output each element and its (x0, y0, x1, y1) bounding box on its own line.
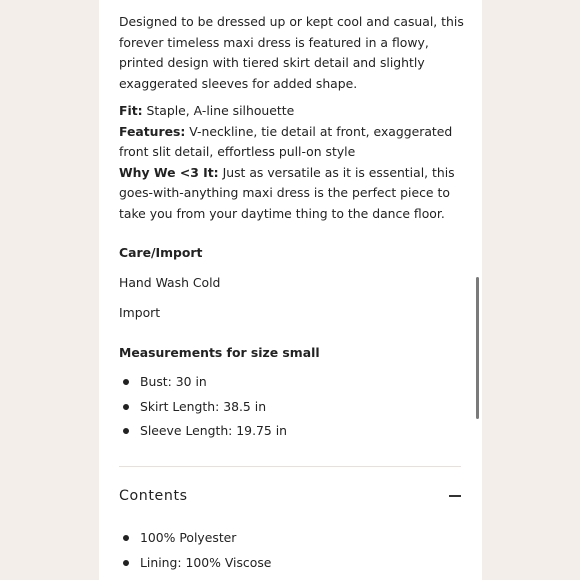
care-heading: Care/Import (119, 245, 203, 260)
features-label: Features: (119, 123, 186, 139)
contents-material: 100% Polyester (140, 530, 237, 545)
measurement-skirt-length: Skirt Length: 38.5 in (140, 398, 267, 414)
bullet-icon (123, 428, 129, 434)
description-intro: Designed to be dressed up or kept cool and casual, this forever timeless maxi dress is featured in a flowy, printed design with tiered skirt detail and slightly exaggerated sleeves for added shape. (119, 14, 464, 91)
contents-list (119, 528, 459, 577)
contents-title: Contents (119, 488, 188, 504)
why-value: Just as versatile as it is essential, this goes-with-anything maxi dress is the perfect piece to take you from your daytime thing to the dance floor. (119, 164, 455, 221)
bullet-icon (123, 560, 129, 566)
contents-accordion-header[interactable] (119, 484, 461, 508)
fit-line (119, 101, 464, 122)
bullet-icon (123, 535, 129, 541)
features-line (119, 122, 464, 163)
care-origin: Import (119, 305, 161, 320)
scrollbar-thumb[interactable] (476, 277, 479, 419)
measurements-list (119, 372, 464, 446)
measurements-heading: Measurements for size small (119, 344, 320, 360)
measurement-sleeve-length: Sleeve Length: 19.75 in (140, 423, 288, 438)
product-details-panel (99, 0, 482, 580)
product-description (119, 12, 464, 446)
contents-panel (119, 528, 459, 577)
list-item (119, 553, 459, 578)
list-item (119, 397, 464, 422)
minus-icon[interactable] (449, 495, 461, 497)
fit-value: Staple, A-line silhouette (142, 103, 295, 118)
list-item (119, 421, 464, 446)
list-item (119, 372, 464, 397)
care-wash: Hand Wash Cold (119, 274, 221, 290)
bullet-icon (123, 379, 129, 385)
section-divider (119, 466, 461, 467)
measurement-bust: Bust: 30 in (140, 374, 207, 389)
fit-label: Fit: (119, 103, 143, 118)
list-item (119, 528, 459, 553)
bullet-icon (123, 404, 129, 410)
contents-lining: Lining: 100% Viscose (140, 554, 272, 570)
why-line (119, 163, 464, 225)
why-label: Why We <3 It: (119, 164, 219, 180)
features-value: V-neckline, tie detail at front, exaggerated front slit detail, effortless pull-on style (119, 123, 453, 159)
